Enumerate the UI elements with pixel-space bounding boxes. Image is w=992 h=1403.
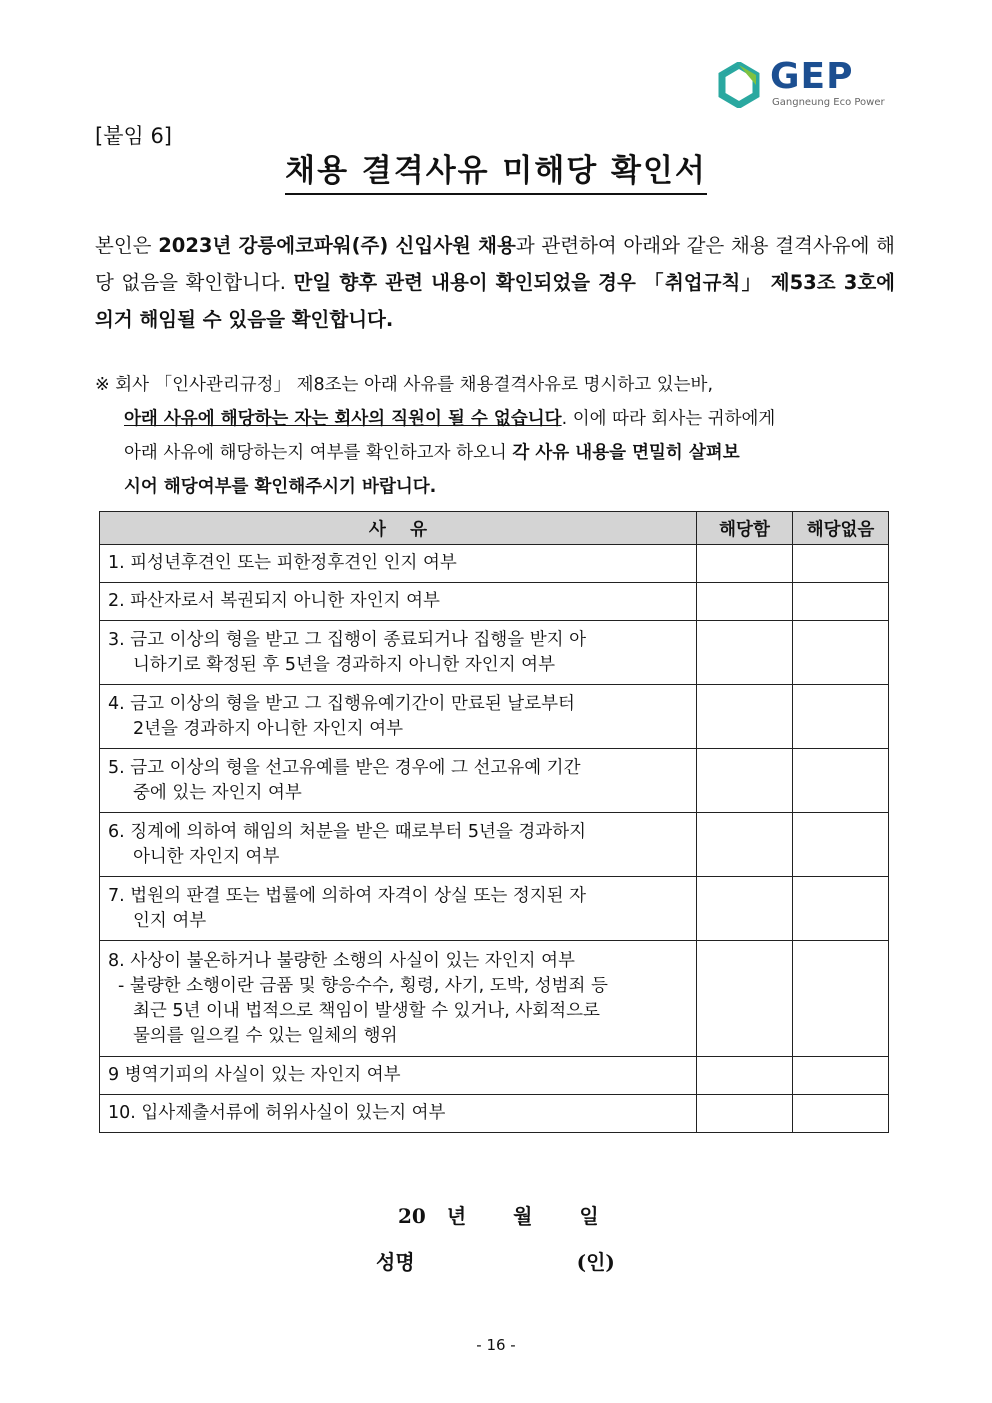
attachment-label: [붙임 6] (95, 124, 172, 148)
reason-line: 7. 법원의 판결 또는 법률에 의하여 자격이 상실 또는 정지된 자 (108, 885, 587, 906)
reason-line: 인지 여부 (133, 910, 207, 931)
table-row (100, 545, 889, 583)
notice-line-4-bold: 시어 해당여부를 확인해주시기 바랍니다. (124, 477, 437, 497)
table-header-row (100, 512, 889, 545)
company-logo (716, 56, 896, 112)
notice-line-3-text: 아래 사유에 해당하는지 여부를 확인하고자 하오니 (124, 443, 513, 463)
signature-label: 성명 (376, 1250, 415, 1274)
table-row (100, 1057, 889, 1095)
logo-subtitle: Gangneung Eco Power (772, 97, 885, 108)
intro-bold-2: 만일 향후 관련 내용이 확인되었을 경우 「취업규칙」 제53조 3호에 의거 해임될 수 있음을 확인합니다. (95, 271, 896, 331)
not-applicable-checkbox-cell[interactable] (793, 1095, 889, 1133)
table-row (100, 621, 889, 685)
reason-line: 1. 피성년후견인 또는 피한정후견인 인지 여부 (108, 553, 457, 573)
reason-line: 니하기로 확정된 후 5년을 경과하지 아니한 자인지 여부 (133, 654, 555, 675)
not-applicable-checkbox-cell[interactable] (793, 941, 889, 1057)
reason-line: 최근 5년 이내 법적으로 책임이 발생할 수 있거나, 사회적으로 (133, 1000, 600, 1021)
notice-after-underline: . 이에 따라 회사는 귀하에게 (561, 409, 776, 429)
reason-cell (100, 941, 697, 1057)
table-row (100, 941, 889, 1057)
notice-line-3-bold: 각 사유 내용을 면밀히 살펴보 (512, 443, 740, 463)
notice-line-2 (95, 402, 885, 436)
reason-cell (100, 685, 697, 749)
notice-line-4 (95, 470, 885, 504)
applicable-checkbox-cell[interactable] (697, 1057, 793, 1095)
table-row (100, 749, 889, 813)
header-not-applicable: 해당없음 (793, 512, 889, 545)
reason-line: 4. 금고 이상의 형을 받고 그 집행유예기간이 만료된 날로부터 (108, 693, 575, 714)
reason-line: 물의를 일으킬 수 있는 일체의 행위 (133, 1025, 398, 1046)
notice-line-1: ※ 회사 「인사관리규정」 제8조는 아래 사유를 채용결격사유로 명시하고 있는바, (95, 375, 714, 395)
date-line (398, 1200, 599, 1229)
table-row (100, 583, 889, 621)
notice-line-3 (95, 436, 885, 470)
reason-line: 중에 있는 자인지 여부 (133, 782, 302, 803)
reason-line: 6. 징계에 의하여 해임의 처분을 받은 때로부터 5년을 경과하지 (108, 821, 587, 842)
applicable-checkbox-cell[interactable] (697, 583, 793, 621)
not-applicable-checkbox-cell[interactable] (793, 621, 889, 685)
disqualification-table (99, 511, 889, 1133)
document-title-wrap (0, 145, 992, 190)
applicable-checkbox-cell[interactable] (697, 877, 793, 941)
date-day-label: 일 (579, 1204, 599, 1228)
signature-line (376, 1246, 615, 1275)
not-applicable-checkbox-cell[interactable] (793, 813, 889, 877)
reason-line: 8. 사상이 불온하거나 불량한 소행의 사실이 있는 자인지 여부 (108, 950, 575, 971)
reason-line: 10. 입사제출서류에 허위사실이 있는지 여부 (108, 1103, 446, 1123)
reason-cell (100, 749, 697, 813)
notice-paragraph (95, 368, 885, 504)
reason-line: 2. 파산자로서 복권되지 아니한 자인지 여부 (108, 591, 440, 611)
intro-paragraph (95, 227, 895, 338)
reason-line: 2년을 경과하지 아니한 자인지 여부 (133, 718, 404, 739)
header-applicable: 해당함 (697, 512, 793, 545)
date-year-label: 년 (446, 1204, 467, 1228)
seal-mark: (인) (576, 1250, 615, 1274)
reason-cell (100, 1057, 697, 1095)
not-applicable-checkbox-cell[interactable] (793, 583, 889, 621)
reason-cell (100, 877, 697, 941)
date-month-label: 월 (513, 1204, 533, 1228)
header-reason: 사 유 (100, 512, 697, 545)
intro-bold-1: 2023년 강릉에코파워(주) 신입사원 채용 (158, 234, 516, 257)
intro-text-1: 본인은 (95, 234, 159, 257)
reason-cell (100, 583, 697, 621)
applicable-checkbox-cell[interactable] (697, 813, 793, 877)
reason-line: 3. 금고 이상의 형을 받고 그 집행이 종료되거나 집행을 받지 아 (108, 629, 587, 650)
applicable-checkbox-cell[interactable] (697, 749, 793, 813)
not-applicable-checkbox-cell[interactable] (793, 685, 889, 749)
applicable-checkbox-cell[interactable] (697, 545, 793, 583)
notice-underlined: 아래 사유에 해당하는 자는 회사의 직원이 될 수 없습니다 (124, 409, 562, 429)
not-applicable-checkbox-cell[interactable] (793, 545, 889, 583)
not-applicable-checkbox-cell[interactable] (793, 749, 889, 813)
reason-cell (100, 621, 697, 685)
logo-brand-text: GEP (770, 56, 854, 97)
date-year-prefix: 20 (398, 1204, 426, 1228)
reason-cell (100, 545, 697, 583)
document-title: 채용 결격사유 미해당 확인서 (285, 153, 707, 195)
not-applicable-checkbox-cell[interactable] (793, 877, 889, 941)
table-row (100, 685, 889, 749)
page-number: - 16 - (476, 1336, 516, 1354)
reason-line: - 불량한 소행이란 금품 및 향응수수, 횡령, 사기, 도박, 성범죄 등 (118, 975, 608, 996)
reason-cell (100, 1095, 697, 1133)
applicable-checkbox-cell[interactable] (697, 1095, 793, 1133)
reason-line: 아니한 자인지 여부 (133, 846, 280, 867)
hexagon-logo-icon (716, 62, 762, 108)
reason-cell (100, 813, 697, 877)
reason-line: 5. 금고 이상의 형을 선고유예를 받은 경우에 그 선고유예 기간 (108, 757, 581, 778)
applicable-checkbox-cell[interactable] (697, 621, 793, 685)
applicable-checkbox-cell[interactable] (697, 685, 793, 749)
applicable-checkbox-cell[interactable] (697, 941, 793, 1057)
table-row (100, 877, 889, 941)
intro-text-2: 과 관련하여 아래와 같은 채용 결격사유에 해당 없음을 확인합니다. (95, 234, 895, 294)
reason-line: 9 병역기피의 사실이 있는 자인지 여부 (108, 1065, 401, 1085)
table-row (100, 813, 889, 877)
not-applicable-checkbox-cell[interactable] (793, 1057, 889, 1095)
table-row (100, 1095, 889, 1133)
